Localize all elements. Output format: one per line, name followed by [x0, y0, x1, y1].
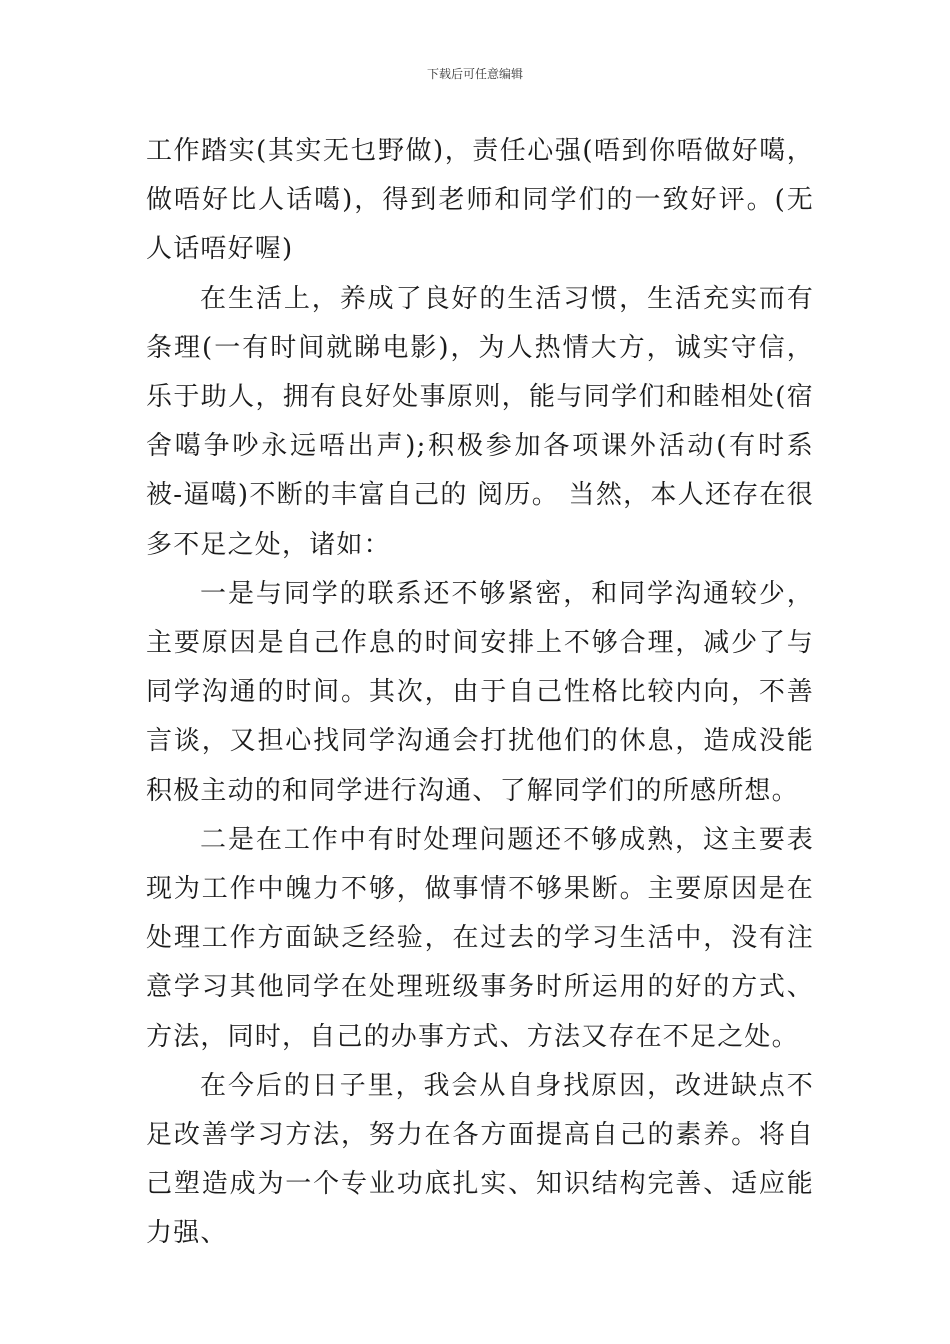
paragraph-4: 二是在工作中有时处理问题还不够成熟，这主要表现为工作中魄力不够，做事情不够果断。主要原因是在处理工作方面缺乏经验，在过去的学习生活中，没有注意学习其他同学在处理班级事务时所运用的好的方式、方法，同时，自己的办事方式、方法又存在不足之处。: [146, 824, 814, 1052]
document-body: [146, 127, 814, 1259]
paragraph-1: 工作踏实(其实无乜野做)，责任心强(唔到你唔做好噶，做唔好比人话噶)，得到老师和同学们的一致好评。(无人话唔好喔): [146, 136, 814, 265]
paragraph-3: 一是与同学的联系还不够紧密，和同学沟通较少，主要原因是自己作息的时间安排上不够合理，减少了与同学沟通的时间。其次，由于自己性格比较内向，不善言谈，又担心找同学沟通会打扰他们的休息，造成没能积极主动的和同学进行沟通、了解同学们的所感所想。: [146, 578, 814, 806]
paragraph-5: 在今后的日子里，我会从自身找原因，改进缺点不足改善学习方法，努力在各方面提高自己的素养。将自己塑造成为一个专业功底扎实、知识结构完善、适应能力强、: [146, 1070, 814, 1249]
page-header: 下载后可任意编辑: [426, 67, 523, 81]
paragraph-2: 在生活上，养成了良好的生活习惯，生活充实而有条理(一有时间就睇电影)，为人热情大方，诚实守信，乐于助人，拥有良好处事原则，能与同学们和睦相处(宿舍噶争吵永远唔出声);积极参加各项课外活动(有时系被-逼噶)不断的丰富自己的 阅历。 当然，本人还存在很多不足之处，诸如：: [146, 283, 814, 560]
